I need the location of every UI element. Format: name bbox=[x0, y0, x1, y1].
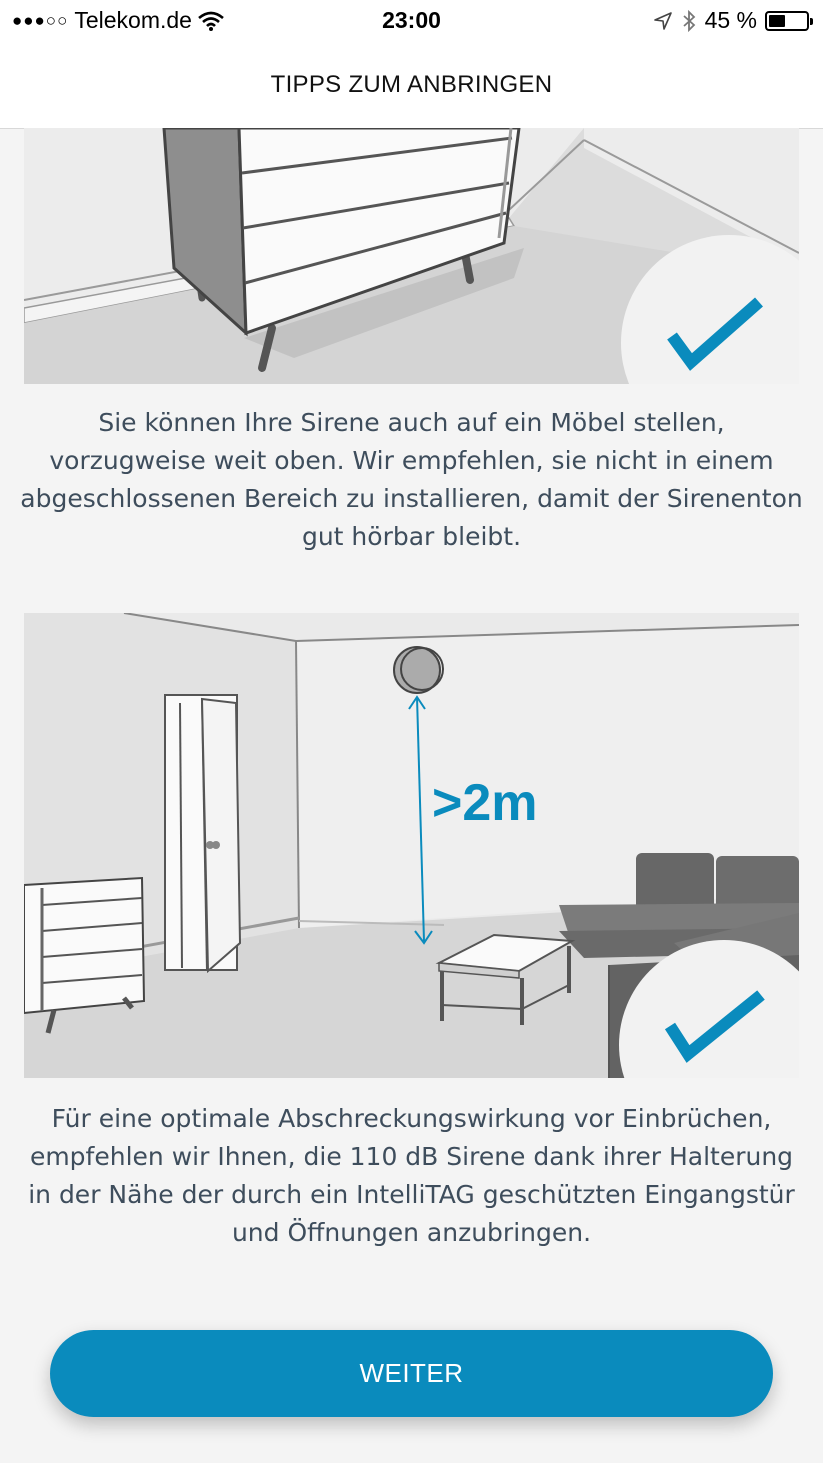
height-label: >2m bbox=[432, 774, 538, 832]
tip-1-text: Sie können Ihre Sirene auch auf ein Möbel stellen, vorzugweise weit oben. Wir empfehlen, sie nicht in einem abgeschlossenen Bereich zu installieren, damit der Sirenenton gut hörbar bleibt. bbox=[20, 408, 803, 551]
checkmark-icon bbox=[670, 300, 671, 301]
tip-2-text: Für eine optimale Abschreckungswirkung vor Einbrüchen, empfehlen wir Ihnen, die 110 dB Sirene dank ihrer Halterung in der Nähe der durch ein IntelliTAG geschützten Eingangstür und Öffnungen anzubringen. bbox=[28, 1104, 795, 1247]
battery-icon bbox=[765, 11, 809, 31]
status-bar bbox=[0, 0, 823, 42]
page-title: TIPPS ZUM ANBRINGEN bbox=[270, 71, 553, 98]
battery-fill bbox=[769, 15, 785, 27]
navigation-bar bbox=[0, 42, 823, 129]
clock: 23:00 bbox=[382, 7, 441, 33]
signal-dots-icon: ●●●○○ bbox=[12, 10, 69, 30]
illustration-dresser bbox=[24, 128, 799, 384]
next-button[interactable]: WEITER bbox=[50, 1330, 773, 1417]
status-right bbox=[653, 7, 809, 34]
bluetooth-icon bbox=[681, 9, 697, 33]
battery-percent: 45 % bbox=[704, 7, 757, 33]
carrier-label: Telekom.de bbox=[74, 7, 192, 33]
illustration-living-room bbox=[24, 613, 799, 1078]
location-arrow-icon bbox=[653, 11, 673, 31]
